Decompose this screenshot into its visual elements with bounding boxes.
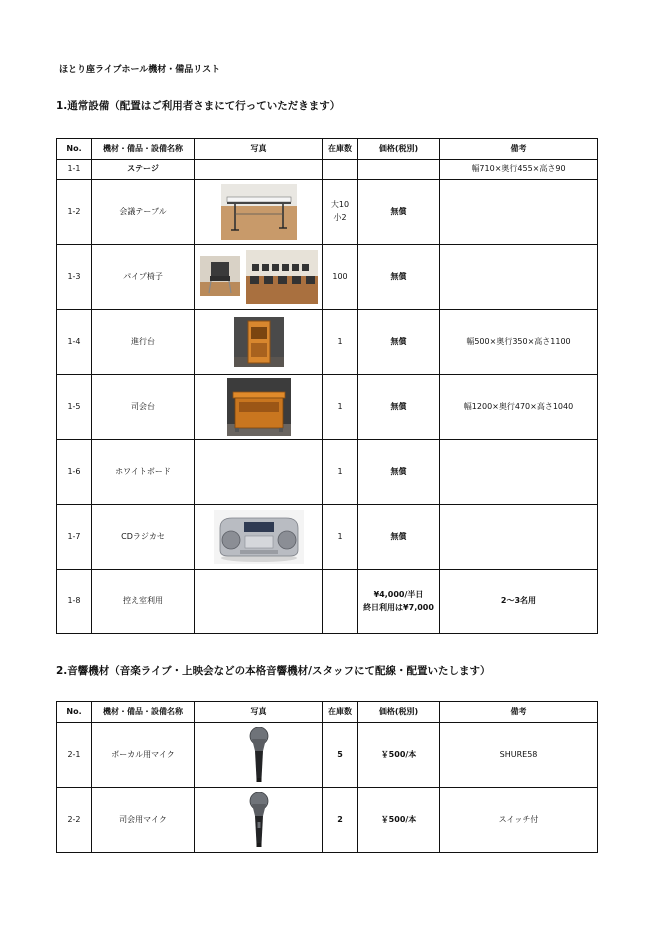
cell-name: ホワイトボード [92, 440, 195, 505]
price-half-day: ¥4,000/半日 [373, 589, 424, 599]
cell-name: CDラジカセ [92, 505, 195, 570]
cell-note: 幅500×奥行350×高さ1100 [440, 310, 598, 375]
cell-no: 2-2 [57, 788, 92, 853]
col-header-price: 価格(税別) [358, 139, 440, 160]
cell-note: SHURE58 [440, 723, 598, 788]
cell-name: 司会用マイク [92, 788, 195, 853]
col-header-photo: 写真 [195, 702, 323, 723]
cell-photo [195, 180, 323, 245]
cell-price: 無償 [358, 310, 440, 375]
cell-qty: 5 [323, 723, 358, 788]
cell-price: 無償 [358, 440, 440, 505]
mc-desk-photo [227, 378, 291, 436]
cell-photo [195, 570, 323, 634]
cell-qty: 1 [323, 375, 358, 440]
cell-no: 1-3 [57, 245, 92, 310]
cell-note: スイッチ付 [440, 788, 598, 853]
cell-note [440, 440, 598, 505]
cell-photo [195, 310, 323, 375]
cell-no: 1-8 [57, 570, 92, 634]
table-row [57, 375, 598, 440]
qty-small: 小2 [333, 213, 347, 222]
folding-table-photo [221, 184, 297, 240]
cell-price: 無償 [358, 505, 440, 570]
table-row [57, 570, 598, 634]
cell-name: ボーカル用マイク [92, 723, 195, 788]
table-row [57, 440, 598, 505]
cell-note: 幅1200×奥行470×高さ1040 [440, 375, 598, 440]
section-1-heading: 1.通常設備（配置はご利用者さまにて行っていただきます） [56, 100, 341, 112]
cell-photo [195, 788, 323, 853]
cell-photo [195, 160, 323, 180]
cell-note [440, 180, 598, 245]
qty-large: 大10 [330, 200, 350, 210]
cell-price: 無償 [358, 245, 440, 310]
table-row [57, 180, 598, 245]
col-header-photo: 写真 [195, 139, 323, 160]
col-header-name: 機材・備品・設備名称 [92, 702, 195, 723]
cell-qty [323, 570, 358, 634]
cell-qty: 1 [323, 440, 358, 505]
section-2-heading: 2.音響機材（音楽ライブ・上映会などの本格音響機材/スタッフにて配線・配置いたします） [56, 665, 491, 677]
table-header-row [57, 139, 598, 160]
audio-equipment-table [56, 701, 598, 853]
cell-qty: 1 [323, 505, 358, 570]
cell-qty: 1 [323, 310, 358, 375]
table-row [57, 310, 598, 375]
cell-photo [195, 723, 323, 788]
col-header-qty: 在庫数 [323, 702, 358, 723]
cell-no: 1-5 [57, 375, 92, 440]
cell-no: 1-4 [57, 310, 92, 375]
col-header-note: 備考 [440, 702, 598, 723]
cell-no: 1-6 [57, 440, 92, 505]
microphone-photo [247, 727, 271, 783]
cell-price: 無償 [358, 375, 440, 440]
cell-note: 2～3名用 [440, 570, 598, 634]
cell-qty: 100 [323, 245, 358, 310]
cell-photo [195, 245, 323, 310]
cell-no: 1-1 [57, 160, 92, 180]
cell-name: 控え室利用 [92, 570, 195, 634]
document-title: ほとり座ライブホール機材・備品リスト [59, 65, 221, 75]
standard-equipment-table [56, 138, 598, 634]
podium-photo [234, 317, 284, 367]
col-header-price: 価格(税別) [358, 702, 440, 723]
col-header-name: 機材・備品・設備名称 [92, 139, 195, 160]
cell-no: 1-7 [57, 505, 92, 570]
cell-name: 会議テーブル [92, 180, 195, 245]
col-header-no: No. [57, 702, 92, 723]
cell-name: パイプ椅子 [92, 245, 195, 310]
cell-qty [323, 160, 358, 180]
cell-note: 幅710×奥行455×高さ90 [440, 160, 598, 180]
pipe-chair-photos [200, 250, 318, 304]
cell-name: ステージ [92, 160, 195, 180]
cell-price: ￥500/本 [358, 723, 440, 788]
table-row [57, 245, 598, 310]
cell-name: 進行台 [92, 310, 195, 375]
cell-no: 1-2 [57, 180, 92, 245]
cell-price: ￥500/本 [358, 788, 440, 853]
cell-price [358, 570, 440, 634]
table-row [57, 723, 598, 788]
price-full-day: 終日利用は¥7,000 [363, 602, 434, 612]
microphone-switch-photo [247, 792, 271, 848]
cell-qty: 2 [323, 788, 358, 853]
cell-note [440, 245, 598, 310]
table-header-row [57, 702, 598, 723]
cell-price: 無償 [358, 180, 440, 245]
col-header-qty: 在庫数 [323, 139, 358, 160]
cell-no: 2-1 [57, 723, 92, 788]
col-header-no: No. [57, 139, 92, 160]
table-row [57, 788, 598, 853]
cell-name: 司会台 [92, 375, 195, 440]
cell-photo [195, 440, 323, 505]
cell-photo [195, 375, 323, 440]
cell-price [358, 160, 440, 180]
table-row [57, 160, 598, 180]
cd-radio-photo [214, 510, 304, 564]
table-row [57, 505, 598, 570]
cell-note [440, 505, 598, 570]
col-header-note: 備考 [440, 139, 598, 160]
cell-qty [323, 180, 358, 245]
cell-photo [195, 505, 323, 570]
